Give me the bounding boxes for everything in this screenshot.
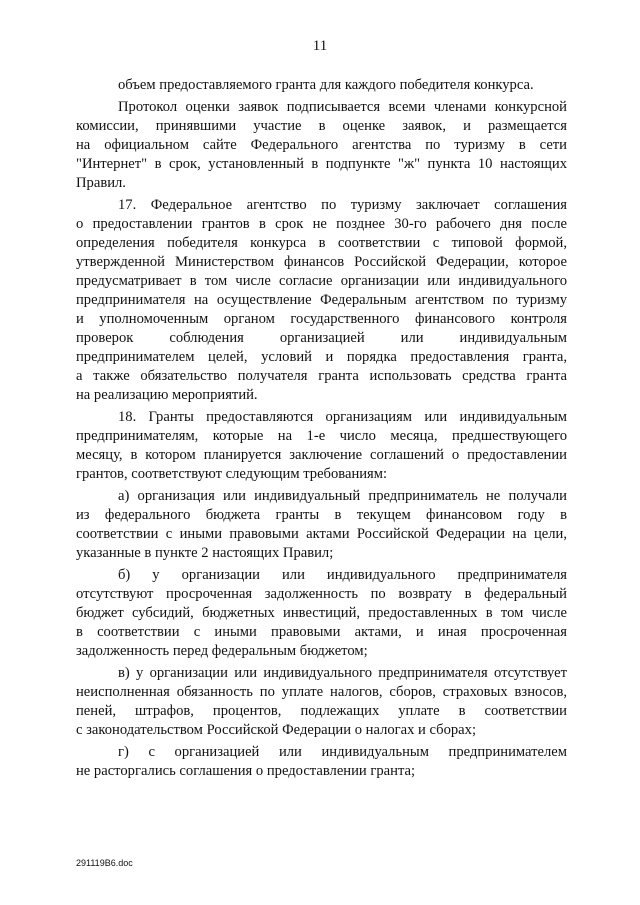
text-line: грантов, соответствуют следующим требованиям:: [76, 466, 388, 482]
text-line: на официальном сайте Федерального агентства по туризму в сети: [76, 137, 567, 153]
text-line: на реализацию мероприятий.: [76, 387, 258, 403]
text-line: утвержденной Министерством финансов Российской Федерации, которое: [76, 254, 567, 270]
text-line: "Интернет" в срок, установленный в подпункте "ж" пункта 10 настоящих: [76, 156, 567, 172]
text-line: в соответствии с иными правовыми актами, и иная просроченная: [76, 624, 567, 640]
text-line: бюджет субсидий, бюджетных инвестиций, предоставленных в том числе: [76, 605, 567, 621]
text-line: месяцу, в котором планируется заключение соглашений о предоставлении: [76, 447, 567, 463]
text-line: неисполненная обязанность по уплате налогов, сборов, страховых взносов,: [76, 684, 567, 700]
text-line: соответствии с иными правовыми актами Российской Федерации на цели,: [76, 526, 567, 542]
text-line: а) организация или индивидуальный предприниматель не получали: [118, 488, 567, 504]
text-line: с законодательством Российской Федерации о налогах и сборах;: [76, 722, 477, 738]
text-line: предусматривает в том числе согласие организации или индивидуального: [76, 273, 567, 289]
text-line: объем предоставляемого гранта для каждого победителя конкурса.: [118, 77, 534, 93]
text-line: 17. Федеральное агентство по туризму заключает соглашения: [118, 197, 567, 213]
text-line: Правил.: [76, 175, 126, 191]
text-line: г) с организацией или индивидуальным предпринимателем: [118, 744, 567, 760]
text-line: 18. Гранты предоставляются организациям или индивидуальным: [118, 409, 567, 425]
page-number: 11: [312, 38, 328, 54]
text-line: проверок соблюдения организацией или индивидуальным: [76, 330, 567, 346]
text-line: и уполномоченным органом государственного финансового контроля: [76, 311, 567, 327]
text-line: указанные в пункте 2 настоящих Правил;: [76, 545, 334, 561]
text-line: отсутствуют просроченная задолженность по возврату в федеральный: [76, 586, 567, 602]
text-line: о предоставлении грантов в срок не позднее 30-го рабочего дня после: [76, 216, 567, 232]
text-line: пеней, штрафов, процентов, подлежащих уплате в соответствии: [76, 703, 567, 719]
text-line: предпринимателям, которые на 1-е число месяца, предшествующего: [76, 428, 567, 444]
text-line: б) у организации или индивидуального предпринимателя: [118, 567, 567, 583]
text-line: определения победителя конкурса в соответствии с типовой формой,: [76, 235, 567, 251]
text-line: а также обязательство получателя гранта использовать средства гранта: [76, 368, 567, 384]
footer-filename: 291119В6.doc: [76, 858, 133, 868]
text-line: комиссии, принявшими участие в оценке заявок, и размещается: [76, 118, 567, 134]
text-line: из федерального бюджета гранты в текущем финансовом году в: [76, 507, 567, 523]
text-line: не расторгались соглашения о предоставлении гранта;: [76, 763, 416, 779]
text-line: задолженность перед федеральным бюджетом;: [76, 643, 368, 659]
text-line: предпринимателем целей, условий и порядка предоставления гранта,: [76, 349, 567, 365]
text-line: предпринимателя на осуществление Федеральным агентством по туризму: [76, 292, 567, 308]
text-line: в) у организации или индивидуального предпринимателя отсутствует: [118, 665, 567, 681]
text-line: Протокол оценки заявок подписывается всеми членами конкурсной: [118, 99, 567, 115]
